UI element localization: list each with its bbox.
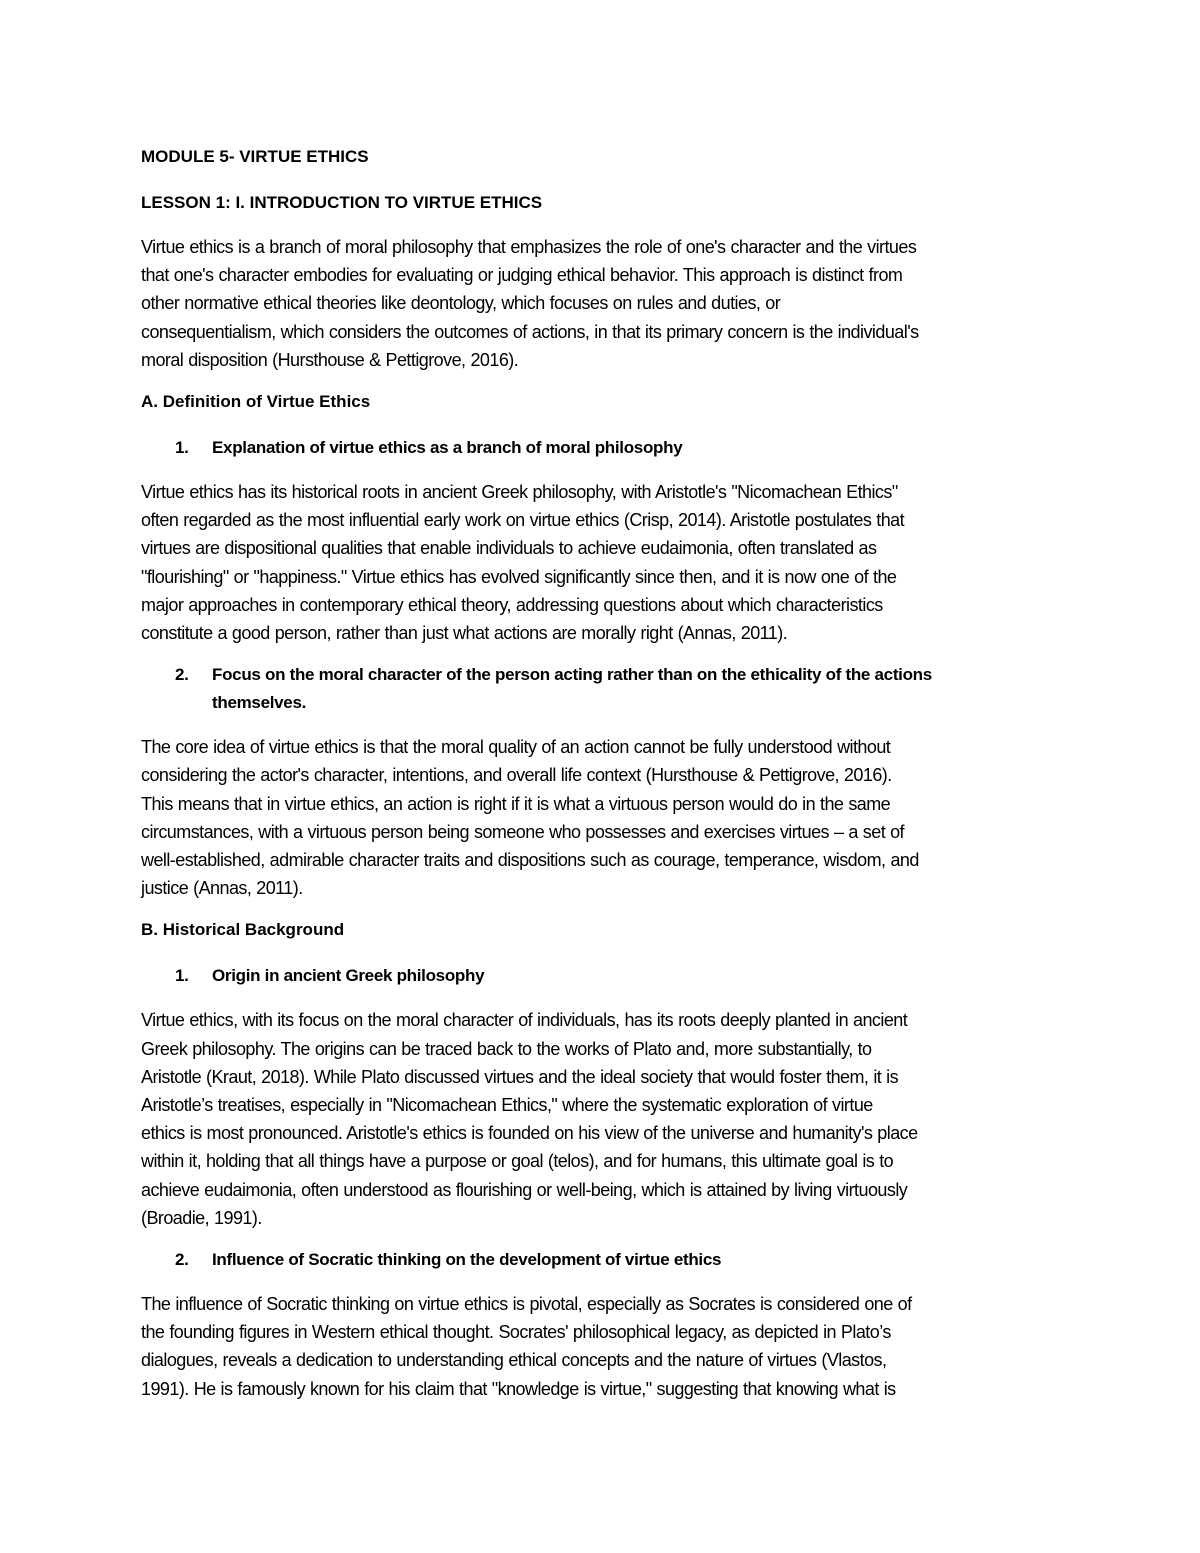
text-line: often regarded as the most influential early work on virtue ethics (Crisp, 2014). Aristotle postulates that bbox=[141, 510, 905, 531]
text-line: Greek philosophy. The origins can be traced back to the works of Plato and, more substantially, to bbox=[141, 1038, 872, 1059]
list-text bbox=[212, 661, 932, 717]
document-page bbox=[141, 143, 1066, 1417]
text-line: justice (Annas, 2011). bbox=[141, 878, 303, 899]
text-line: Aristotle’s treatises, especially in "Nicomachean Ethics," where the systematic exploration of virtue bbox=[141, 1095, 873, 1116]
text-line: ethics is most pronounced. Aristotle's ethics is founded on his view of the universe and humanity's place bbox=[141, 1123, 918, 1144]
text-line: that one's character embodies for evaluating or judging ethical behavior. This approach is distinct from bbox=[141, 265, 903, 286]
text-line: constitute a good person, rather than just what actions are morally right (Annas, 2011). bbox=[141, 623, 788, 644]
text-line: This means that in virtue ethics, an action is right if it is what a virtuous person would do in the same bbox=[141, 793, 891, 814]
text-line: Explanation of virtue ethics as a branch of moral philosophy bbox=[212, 438, 683, 458]
section-b-title: B. Historical Background bbox=[141, 920, 345, 940]
list-text bbox=[212, 434, 682, 462]
text-line: Origin in ancient Greek philosophy bbox=[212, 966, 485, 986]
text-line: Influence of Socratic thinking on the development of virtue ethics bbox=[212, 1250, 722, 1270]
numbered-heading bbox=[141, 661, 1066, 717]
text-line: achieve eudaimonia, often understood as flourishing or well-being, which is attained by living virtuously bbox=[141, 1179, 908, 1200]
text-line: consequentialism, which considers the outcomes of actions, in that its primary concern is the individual's bbox=[141, 321, 919, 342]
text-line: The core idea of virtue ethics is that the moral quality of an action cannot be fully understood without bbox=[141, 737, 891, 758]
list-text bbox=[212, 1246, 721, 1274]
list-number: 2. bbox=[175, 665, 189, 685]
list-number: 1. bbox=[175, 438, 189, 458]
text-line: The influence of Socratic thinking on virtue ethics is pivotal, especially as Socrates is considered one of bbox=[141, 1294, 912, 1315]
text-line: circumstances, with a virtuous person being someone who possesses and exercises virtues – a set of bbox=[141, 821, 905, 842]
intro-paragraph bbox=[141, 233, 1066, 374]
text-line: dialogues, reveals a dedication to understanding ethical concepts and the nature of virtues (Vlastos, bbox=[141, 1350, 887, 1371]
text-line: "flourishing" or "happiness." Virtue ethics has evolved significantly since then, and it is now one of the bbox=[141, 566, 897, 587]
body-paragraph bbox=[141, 1290, 1066, 1403]
body-paragraph bbox=[141, 478, 1066, 647]
text-line: Virtue ethics is a branch of moral philosophy that emphasizes the role of one's character and the virtues bbox=[141, 237, 917, 257]
text-line: considering the actor's character, intentions, and overall life context (Hursthouse & Pettigrove, 2016). bbox=[141, 765, 892, 786]
section-a-title: A. Definition of Virtue Ethics bbox=[141, 392, 371, 412]
list-text bbox=[212, 962, 484, 990]
module-title: MODULE 5- VIRTUE ETHICS bbox=[141, 147, 369, 166]
list-number: 1. bbox=[175, 966, 189, 986]
text-line: the founding figures in Western ethical thought. Socrates' philosophical legacy, as depicted in Plato’s bbox=[141, 1322, 891, 1343]
text-line: major approaches in contemporary ethical theory, addressing questions about which characteristics bbox=[141, 594, 883, 615]
text-line: well-established, admirable character traits and dispositions such as courage, temperance, wisdom, and bbox=[141, 850, 919, 871]
text-line: Aristotle (Kraut, 2018). While Plato discussed virtues and the ideal society that would foster them, it is bbox=[141, 1066, 899, 1087]
text-line: Virtue ethics has its historical roots in ancient Greek philosophy, with Aristotle's "Nicomachean Ethics" bbox=[141, 482, 898, 503]
numbered-heading bbox=[141, 962, 1066, 990]
numbered-heading bbox=[141, 1246, 1066, 1274]
list-number: 2. bbox=[175, 1250, 189, 1270]
text-line: (Broadie, 1991). bbox=[141, 1207, 262, 1228]
lesson-title: LESSON 1: I. INTRODUCTION TO VIRTUE ETHICS bbox=[141, 193, 543, 212]
numbered-heading bbox=[141, 434, 1066, 462]
body-paragraph bbox=[141, 733, 1066, 902]
text-line: moral disposition (Hursthouse & Pettigrove, 2016). bbox=[141, 349, 519, 370]
text-line: other normative ethical theories like deontology, which focuses on rules and duties, or bbox=[141, 293, 781, 314]
text-line: themselves. bbox=[212, 693, 307, 713]
text-line: virtues are dispositional qualities that enable individuals to achieve eudaimonia, often translated as bbox=[141, 538, 877, 559]
text-line: within it, holding that all things have a purpose or goal (telos), and for humans, this ultimate goal is to bbox=[141, 1151, 894, 1172]
body-paragraph bbox=[141, 1006, 1066, 1232]
text-line: Focus on the moral character of the person acting rather than on the ethicality of the actions bbox=[212, 665, 932, 685]
text-line: 1991). He is famously known for his claim that "knowledge is virtue," suggesting that knowing what is bbox=[141, 1378, 896, 1399]
text-line: Virtue ethics, with its focus on the moral character of individuals, has its roots deeply planted in ancient bbox=[141, 1010, 908, 1031]
